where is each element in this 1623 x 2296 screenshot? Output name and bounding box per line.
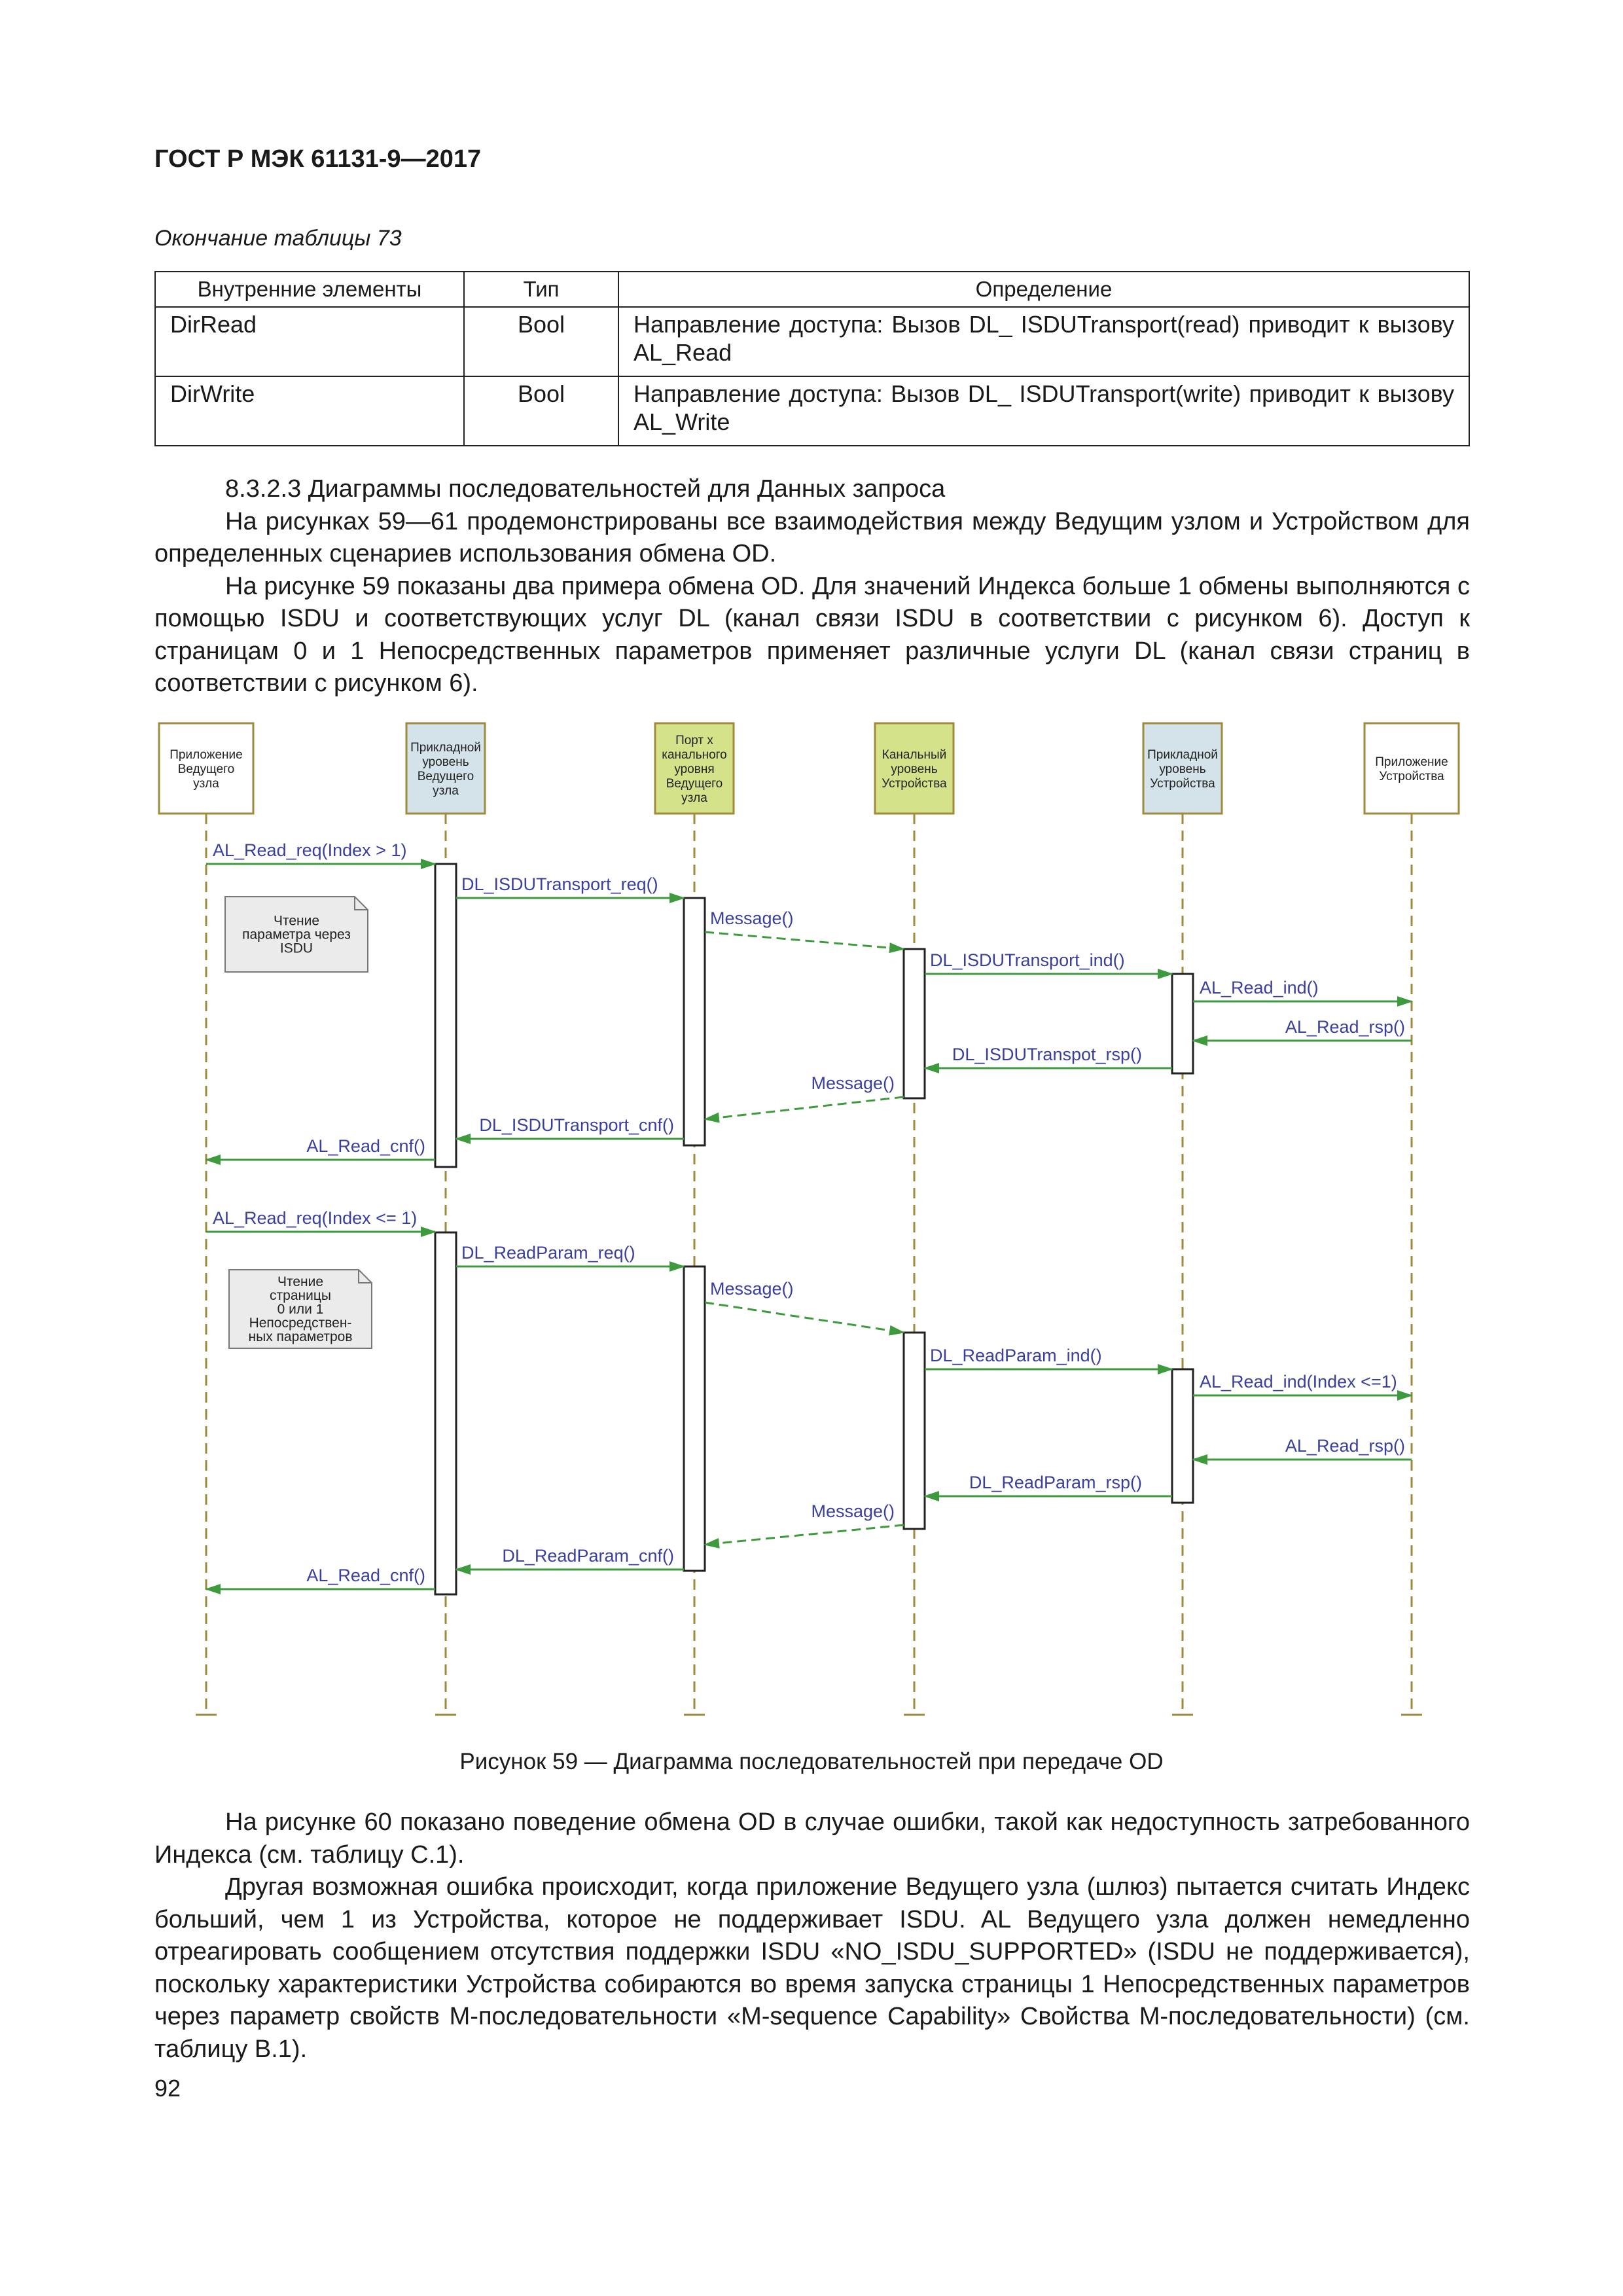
section-heading: 8.3.2.3 Диаграммы последовательностей для Данных запроса [225, 475, 946, 503]
text-line: узла [433, 784, 459, 798]
table-cell: Bool [464, 307, 618, 376]
table-cell: Направление доступа: Вызов DL_ ISDUTransport(read) приводит к вызову AL_Read [618, 307, 1469, 376]
paragraph: Другая возможная ошибка происходит, когда приложение Ведущего узла (шлюз) пытается считать Индекс больший, чем 1 из Устройства, которое не поддерживает ISDU. AL Ведущего узла должен немедленно отреагировать сообщением отсутствия поддержки ISDU «NO_ISDU_SUPPORTED» (ISDU не поддерживается), поскольку характеристики Устройства собираются во время запуска страницы 1 Непосредственных параметров через параметр свойств M-последовательности «M-sequence Capability» Свойства M-последовательности) (см. таблицу B.1). [154, 1873, 1470, 2063]
message-arrow [705, 932, 904, 949]
message-label: AL_Read_cnf() [306, 1566, 425, 1585]
activation-bar [684, 898, 705, 1145]
text-line: Чтение [277, 1274, 324, 1289]
paragraph: На рисунке 59 показаны два примера обмена OD. Для значений Индекса больше 1 обмены выполняются с помощью ISDU и соответствующих услуг DL (канал связи ISDU в соответствии с рисунком 6). Доступ к страницам 0 и 1 Непосредственных параметров применяет различные услуги DL (канал связи страниц в соответствии с рисунком 6). [154, 572, 1470, 697]
message-label: Message() [811, 1501, 895, 1521]
text-line: Прикладной [1147, 748, 1218, 762]
message-arrow [705, 1525, 904, 1545]
activation-bar [904, 949, 925, 1098]
text-line: ных параметров [248, 1329, 353, 1344]
message-label: Message() [710, 908, 794, 928]
message-label: DL_ReadParam_ind() [930, 1346, 1102, 1365]
text-line: Ведущего [417, 770, 474, 783]
page-number: 92 [154, 2075, 181, 2102]
message-arrow [705, 1302, 904, 1333]
text-line: уровня [674, 762, 715, 776]
text-line: Непосредствен- [249, 1316, 352, 1331]
message-label: DL_ISDUTransport_ind() [930, 950, 1125, 970]
message-label: AL_Read_ind(Index <=1) [1200, 1372, 1397, 1391]
standard-header: ГОСТ Р МЭК 61131-9—2017 [154, 145, 482, 173]
activation-bar [435, 864, 456, 1167]
text-line: Чтение [273, 913, 320, 929]
activation-bar [435, 1232, 456, 1594]
message-label: Message() [811, 1073, 895, 1093]
message-label: AL_Read_cnf() [306, 1136, 425, 1156]
text-line: Канальный [882, 748, 947, 762]
text-line: 0 или 1 [277, 1302, 324, 1317]
table-cell: DirRead [155, 307, 464, 376]
participant-label [882, 748, 947, 791]
text-line: ISDU [279, 941, 313, 956]
figure-caption: Рисунок 59 — Диаграмма последовательностей при передаче OD [459, 1749, 1164, 1774]
note [225, 897, 368, 972]
message-label: DL_ISDUTransport_req() [461, 874, 658, 894]
activation-bar [904, 1333, 925, 1529]
column-header: Определение [618, 272, 1469, 307]
text-line: узла [193, 777, 219, 791]
text-line: Прикладной [410, 741, 481, 755]
text-line: Устройства [882, 777, 947, 791]
text-line: уровень [1159, 762, 1206, 776]
text-line: Приложение [1375, 755, 1448, 769]
text-line: Ведущего [666, 777, 723, 791]
text-line: Ведущего [177, 762, 235, 776]
participant-box [655, 723, 734, 814]
message-label: AL_Read_rsp() [1285, 1436, 1405, 1456]
message-label: Message() [710, 1279, 794, 1299]
paragraph: На рисунках 59—61 продемонстрированы все взаимодействия между Ведущим узлом и Устройством для определенных сценариев использования обмена OD. [154, 507, 1470, 567]
text-line: Устройства [1150, 777, 1215, 791]
text-line: Порт х [675, 734, 713, 747]
message-label: DL_ReadParam_rsp() [969, 1473, 1142, 1492]
column-header: Внутренние элементы [155, 272, 464, 307]
participant-box [1143, 723, 1222, 814]
message-label: DL_ReadParam_req() [461, 1243, 635, 1263]
text-line: Устройства [1379, 770, 1444, 783]
message-arrow [705, 1097, 904, 1119]
text-line: узла [681, 791, 707, 805]
note [229, 1270, 372, 1348]
text-line: страницы [270, 1288, 331, 1303]
after-figure-text [154, 1806, 1470, 2066]
participant-label [1375, 755, 1448, 783]
message-label: AL_Read_req(Index <= 1) [213, 1208, 418, 1228]
table-cell: Направление доступа: Вызов DL_ ISDUTransport(write) приводит к вызову AL_Write [618, 376, 1469, 446]
text-line: канального [662, 748, 727, 762]
table-cell: Bool [464, 376, 618, 446]
activation-bar [1172, 1369, 1193, 1503]
message-label: DL_ISDUTransport_cnf() [479, 1115, 674, 1135]
participant-box [406, 723, 485, 814]
column-header: Тип [464, 272, 618, 307]
text-line: уровень [891, 762, 938, 776]
text-line: параметра через [242, 927, 351, 942]
paragraph: На рисунке 60 показано поведение обмена OD в случае ошибки, такой как недоступность затребованного Индекса (см. таблицу С.1). [154, 1808, 1470, 1869]
message-label: AL_Read_rsp() [1285, 1017, 1405, 1037]
participant-box [159, 723, 253, 814]
message-label: DL_ReadParam_cnf() [502, 1546, 674, 1566]
text-line: Приложение [169, 748, 243, 762]
activation-bar [1172, 974, 1193, 1073]
text-line: уровень [422, 755, 469, 769]
message-label: DL_ISDUTranspot_rsp() [952, 1045, 1142, 1064]
table-continuation-label: Окончание таблицы 73 [154, 226, 402, 251]
table-cell: DirWrite [155, 376, 464, 446]
activation-bar [684, 1266, 705, 1571]
participant-box [1364, 723, 1459, 814]
participant-box [875, 723, 954, 814]
message-label: AL_Read_ind() [1200, 978, 1319, 997]
message-label: AL_Read_req(Index > 1) [213, 840, 407, 860]
